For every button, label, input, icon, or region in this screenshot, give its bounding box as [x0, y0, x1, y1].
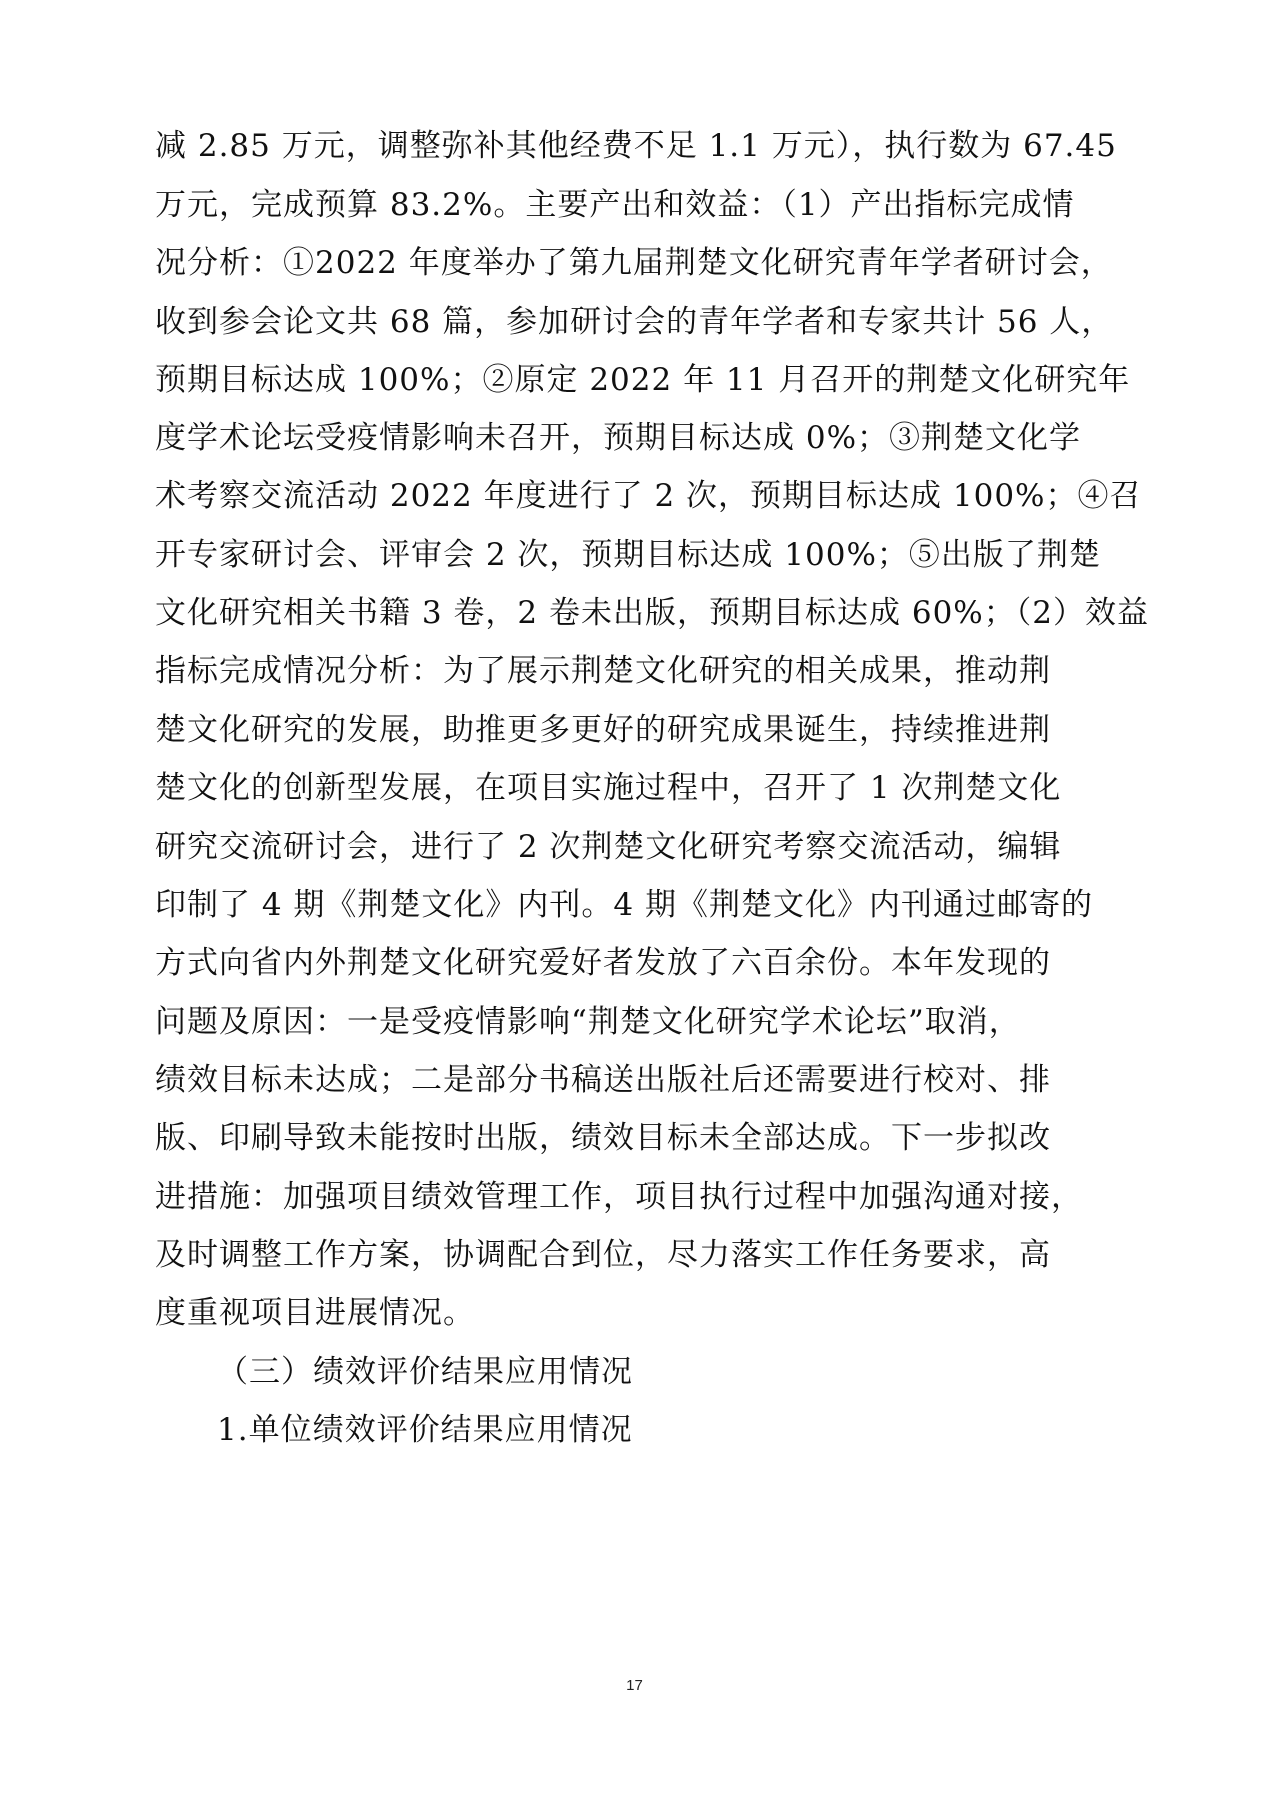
body-text-line: 方式向省内外荆楚文化研究爱好者发放了六百余份。本年发现的	[155, 945, 1051, 981]
body-text-line: 问题及原因：一是受疫情影响“荆楚文化研究学术论坛”取消，	[155, 1004, 1021, 1040]
body-text-line: 况分析：①2022 年度举办了第九届荆楚文化研究青年学者研讨会，	[155, 245, 1113, 281]
body-text-line: 楚文化的创新型发展，在项目实施过程中，召开了 1 次荆楚文化	[155, 770, 1062, 806]
body-text-line: 印制了 4 期《荆楚文化》内刊。4 期《荆楚文化》内刊通过邮寄的	[155, 887, 1094, 923]
body-text-line: 楚文化研究的发展，助推更多更好的研究成果诞生，持续推进荆	[155, 712, 1051, 748]
body-text-line: 万元，完成预算 83.2%。主要产出和效益：（1）产出指标完成情	[155, 187, 1075, 223]
body-text-line: 术考察交流活动 2022 年度进行了 2 次，预期目标达成 100%；④召	[155, 478, 1142, 514]
body-text-line: 进措施：加强项目绩效管理工作，项目执行过程中加强沟通对接，	[155, 1179, 1083, 1215]
body-text-line: 预期目标达成 100%；②原定 2022 年 11 月召开的荆楚文化研究年	[155, 362, 1131, 398]
body-text-line: 开专家研讨会、评审会 2 次，预期目标达成 100%；⑤出版了荆楚	[155, 537, 1101, 573]
body-text-line: 度重视项目进展情况。	[155, 1295, 475, 1331]
body-text-line: 版、印刷导致未能按时出版，绩效目标未全部达成。下一步拟改	[155, 1120, 1051, 1156]
body-text-line: 指标完成情况分析：为了展示荆楚文化研究的相关成果，推动荆	[155, 653, 1051, 689]
body-text-line: 度学术论坛受疫情影响未召开，预期目标达成 0%；③荆楚文化学	[155, 420, 1082, 456]
body-text-line: 减 2.85 万元，调整弥补其他经费不足 1.1 万元），执行数为 67.45	[155, 128, 1117, 164]
section-heading: （三）绩效评价结果应用情况	[217, 1354, 633, 1390]
subsection-heading: 1.单位绩效评价结果应用情况	[217, 1412, 633, 1448]
body-text-line: 研究交流研讨会，进行了 2 次荆楚文化研究考察交流活动，编辑	[155, 829, 1062, 865]
body-text-line: 及时调整工作方案，协调配合到位，尽力落实工作任务要求，高	[155, 1237, 1051, 1273]
body-text-line: 文化研究相关书籍 3 卷，2 卷未出版，预期目标达成 60%；（2）效益	[155, 595, 1149, 631]
body-text-line: 绩效目标未达成；二是部分书稿送出版社后还需要进行校对、排	[155, 1062, 1051, 1098]
body-text-line: 收到参会论文共 68 篇，参加研讨会的青年学者和专家共计 56 人，	[155, 304, 1114, 340]
page-number: 17	[626, 1677, 643, 1694]
